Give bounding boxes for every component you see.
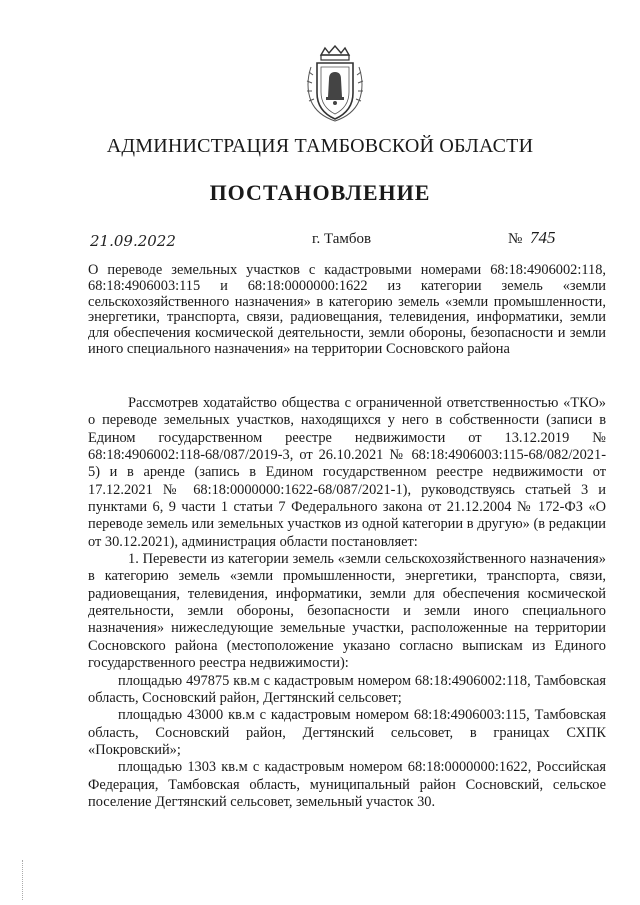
paragraph-item-1: 1. Перевести из категории земель «земли сельскохозяйственного назначения» в категорию земель «земли промышленности, энергетики, транспорта, связи, радиовещания, телевидения, информатики, земли для обеспечения космической деятельности, земли обороны, безопасности и земли иного специального назначения» нижеследующие земельные участки, расположенные на территории Сосновского района (местоположение указано согласно выпискам из Единого государственного реестра недвижимости): — [88, 551, 606, 672]
paragraph-parcel-3: площадью 1303 кв.м с кадастровым номером 68:18:0000000:1622, Российская Федерация, Тамбовская область, муниципальный район Сосновский, сельское поселение Дегтянский сельсовет, земельный участок 30. — [88, 759, 606, 810]
number-label: № — [508, 231, 523, 247]
document-body — [88, 395, 606, 811]
coat-of-arms-icon — [295, 45, 375, 123]
document-date: 21.09.2022 — [90, 232, 176, 250]
paragraph-parcel-2: площадью 43000 кв.м с кадастровым номером 68:18:4906003:115, Тамбовская область, Сосновский район, Дегтянский сельсовет, в границах СХПК «Покровский»; — [88, 707, 606, 758]
organization-name: АДМИНИСТРАЦИЯ ТАМБОВСКОЙ ОБЛАСТИ — [106, 135, 534, 157]
paragraph-parcel-1: площадью 497875 кв.м с кадастровым номером 68:18:4906002:118, Тамбовская область, Сосновский район, Дегтянский сельсовет; — [88, 672, 606, 706]
document-title: О переводе земельных участков с кадастровыми номерами 68:18:4906002:118, 68:18:4906003:115 и 68:18:0000000:1622 из категории земель «земли сельскохозяйственного назначения» в категорию земель «земли промышленности, энергетики, транспорта, связи, радиовещания, телевидения, информатики, земли для обеспечения космической деятельности, земли обороны, безопасности и земли иного специального назначения» на территории Сосновского района — [88, 262, 606, 357]
document-city: г. Тамбов — [312, 231, 372, 247]
page-edge-mark — [22, 860, 24, 900]
paragraph-preamble: Рассмотрев ходатайство общества с ограниченной ответственностью «ТКО» о переводе земельных участков, находящихся у него в собственности (записи в Едином государственном реестре недвижимости от 13.12.2019 № 68:18:4906002:118-68/087/2019-3, от 26.10.2021 № 68:18:4906003:115-68/082/2021-5) и в аренде (запись в Едином государственном реестре недвижимости от 17.12.2021 № 68:18:0000000:1622-68/087/2021-1), руководствуясь статьей 3 и пунктами 6, 9 части 1 статьи 7 Федерального закона от 21.12.2004 № 172-ФЗ «О переводе земель или земельных участков из одной категории в другую» (в редакции от 30.12.2021), администрация области постановляет: — [88, 395, 606, 550]
document-type: ПОСТАНОВЛЕНИЕ — [209, 180, 431, 205]
document-number: 745 — [530, 228, 556, 247]
